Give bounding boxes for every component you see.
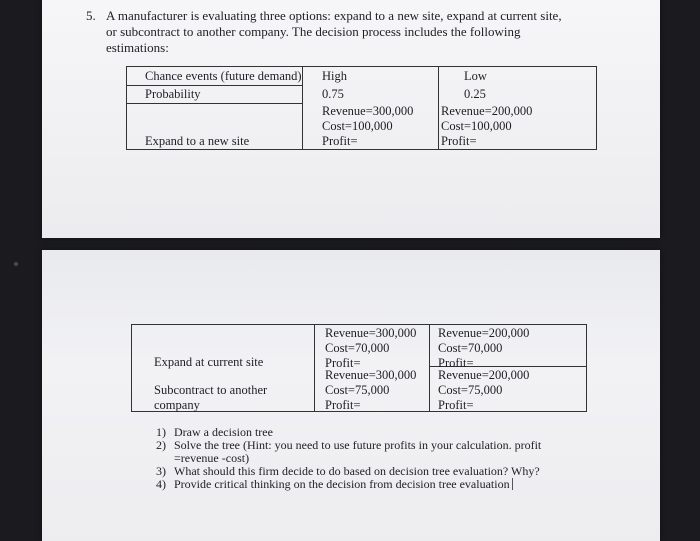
option-new-site: Expand to a new site: [145, 134, 250, 148]
background-dot: [14, 262, 18, 266]
high-probability: 0.75: [322, 87, 344, 101]
sub-low-values: Revenue=200,000 Cost=75,000 Profit=: [438, 368, 530, 412]
task-list: [156, 426, 541, 491]
task-item: 4) Provide critical thinking on the decision from decision tree evaluation: [156, 478, 541, 491]
new-site-high-values: Revenue=300,000 Cost=100,000 Profit=: [322, 104, 414, 148]
document-page-top: [42, 0, 660, 238]
task-item: 2) Solve the tree (Hint: you need to use future profits in your calculation. profit: [156, 438, 542, 452]
current-low-values: Revenue=200,000 Cost=70,000 Profit=: [438, 326, 530, 370]
text-cursor: [512, 478, 513, 490]
document-page-bottom: [42, 250, 660, 541]
estimations-table: [126, 66, 597, 150]
question-line-2: or subcontract to another company. The decision process includes the following: [106, 24, 521, 39]
header-chance-events: Chance events (future demand): [145, 69, 302, 83]
task-item: 3) What should this firm decide to do based on decision tree evaluation? Why?: [156, 464, 540, 478]
new-site-low-values: Revenue=200,000 Cost=100,000 Profit=: [441, 104, 533, 148]
option-subcontract: Subcontract to another company: [154, 383, 268, 412]
option-current-site: Expand at current site: [154, 355, 264, 369]
current-high-values: Revenue=300,000 Cost=70,000 Profit=: [325, 326, 417, 370]
header-probability: Probability: [145, 87, 201, 101]
low-probability: 0.25: [464, 87, 486, 101]
question-line-1: A manufacturer is evaluating three options: expand to a new site, expand at current site,: [106, 8, 562, 23]
sub-high-values: Revenue=300,000 Cost=75,000 Profit=: [325, 368, 417, 412]
question-text: [86, 8, 606, 56]
low-label: Low: [464, 69, 487, 83]
high-label: High: [322, 69, 347, 83]
options-table: [131, 324, 587, 412]
question-line-3: estimations:: [106, 40, 169, 55]
task-item: 1) Draw a decision tree: [156, 425, 273, 439]
question-number: 5.: [86, 8, 96, 23]
task-item-continuation: =revenue -cost): [174, 451, 250, 465]
